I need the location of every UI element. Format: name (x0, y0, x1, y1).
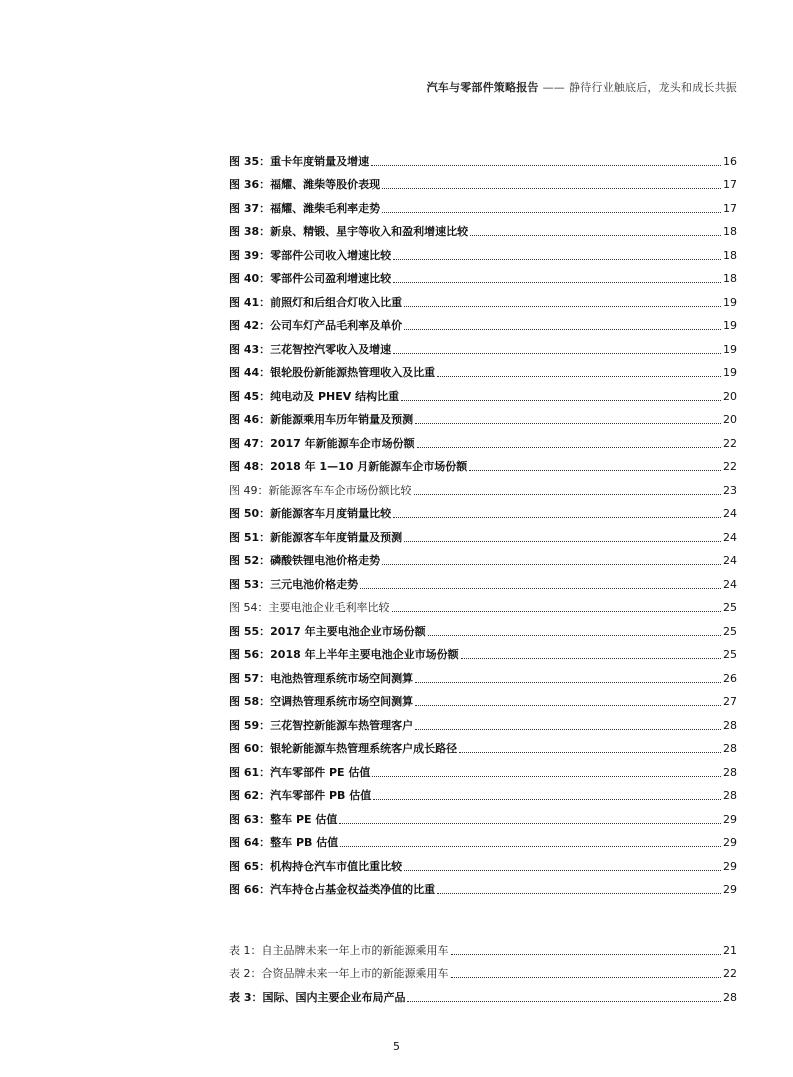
dot-leader (393, 258, 721, 260)
figure-entry[interactable] (229, 239, 737, 263)
figure-entry-page[interactable]: 17 (723, 201, 737, 215)
dot-leader (415, 704, 721, 706)
dot-leader (407, 1000, 721, 1002)
figure-entry-label[interactable]: 图 39：零部件公司收入增速比较 (229, 248, 392, 262)
table-entry-page[interactable]: 21 (723, 943, 737, 957)
figure-entry-label[interactable]: 图 63：整车 PE 估值 (229, 812, 338, 826)
figure-entry-page[interactable]: 19 (723, 366, 737, 379)
figure-entry-label[interactable]: 图 47：2017 年新能源车企市场份额 (229, 436, 415, 450)
figure-entry-label[interactable]: 图 55：2017 年主要电池企业市场份额 (229, 624, 426, 638)
figure-entry[interactable] (229, 756, 737, 780)
dot-leader (459, 751, 721, 753)
table-entry-label[interactable]: 表 2：合资品牌未来一年上市的新能源乘用车 (229, 967, 449, 980)
figure-entry-page[interactable]: 29 (723, 836, 737, 849)
figure-entry[interactable] (229, 474, 737, 498)
figure-entry[interactable] (229, 333, 737, 357)
dot-leader (404, 305, 721, 307)
figure-entry-label[interactable]: 图 37：福耀、潍柴毛利率走势 (229, 201, 381, 215)
figure-entry-page[interactable]: 19 (723, 319, 737, 332)
dot-leader (360, 587, 721, 589)
figure-entry-page[interactable]: 18 (723, 272, 737, 285)
figure-entry[interactable] (229, 662, 737, 686)
figure-entry-label[interactable]: 图 54：主要电池企业毛利率比较 (229, 601, 390, 614)
figure-entry[interactable] (229, 592, 737, 616)
figure-entry-page[interactable]: 25 (723, 601, 737, 614)
dot-leader (428, 634, 721, 636)
figure-entry-label[interactable]: 图 66：汽车持仓占基金权益类净值的比重 (229, 883, 436, 896)
report-title: 汽车与零部件策略报告 (426, 81, 539, 94)
figure-entry-page[interactable]: 28 (723, 765, 737, 779)
figure-entry-page[interactable]: 20 (723, 413, 737, 426)
dot-leader (382, 563, 721, 565)
figure-entry[interactable] (229, 521, 737, 545)
dot-leader (470, 234, 721, 236)
figure-entry[interactable] (229, 686, 737, 710)
figure-entry-page[interactable]: 29 (723, 859, 737, 873)
figure-entry-page[interactable]: 23 (723, 483, 737, 497)
table-entry-page[interactable]: 28 (723, 990, 737, 1004)
figure-index (229, 145, 737, 897)
figure-entry-page[interactable]: 25 (723, 624, 737, 638)
figure-entry-label[interactable]: 图 59：三花智控新能源车热管理客户 (229, 718, 414, 732)
dot-leader (415, 681, 721, 683)
figure-entry[interactable] (229, 357, 737, 381)
figure-entry-label[interactable]: 图 46：新能源乘用车历年销量及预测 (229, 413, 414, 426)
figure-entry[interactable] (229, 709, 737, 733)
figure-entry-page[interactable]: 16 (723, 154, 737, 168)
figure-entry-page[interactable]: 17 (723, 178, 737, 191)
figure-entry-page[interactable]: 29 (723, 812, 737, 826)
figure-entry[interactable] (229, 216, 737, 240)
dot-leader (415, 728, 721, 730)
dot-leader (371, 164, 721, 166)
figure-entry-label[interactable]: 图 36：福耀、潍柴等股价表现 (229, 178, 381, 191)
figure-entry-page[interactable]: 20 (723, 389, 737, 403)
figure-entry-page[interactable]: 24 (723, 577, 737, 591)
figure-entry[interactable] (229, 874, 737, 898)
report-subtitle: 静待行业触底后，龙头和成长共振 (569, 81, 737, 94)
figure-entry[interactable] (229, 615, 737, 639)
figure-entry[interactable] (229, 380, 737, 404)
dot-leader (451, 976, 722, 978)
dot-leader (437, 375, 721, 377)
table-entry-page[interactable]: 22 (723, 967, 737, 980)
figure-entry-label[interactable]: 图 58：空调热管理系统市场空间测算 (229, 695, 414, 708)
figure-entry[interactable] (229, 404, 737, 428)
figure-entry-page[interactable]: 27 (723, 695, 737, 708)
dot-leader (461, 657, 721, 659)
dot-leader (404, 869, 721, 871)
dot-leader (469, 469, 721, 471)
figure-entry-label[interactable]: 图 61：汽车零部件 PE 估值 (229, 765, 371, 779)
dot-leader (404, 540, 721, 542)
figure-entry-page[interactable]: 19 (723, 295, 737, 309)
figure-entry[interactable] (229, 498, 737, 522)
figure-entry-page[interactable]: 28 (723, 742, 737, 755)
figure-entry-page[interactable]: 19 (723, 342, 737, 356)
dot-leader (340, 845, 721, 847)
figure-entry-label[interactable]: 图 50：新能源客车月度销量比较 (229, 507, 392, 520)
table-index (229, 934, 737, 1005)
table-entry[interactable] (229, 934, 737, 958)
figure-entry-label[interactable]: 图 38：新泉、精锻、星宇等收入和盈利增速比较 (229, 225, 469, 238)
figure-entry-label[interactable]: 图 35：重卡年度销量及增速 (229, 154, 370, 168)
figure-entry-label[interactable]: 图 44：银轮股份新能源热管理收入及比重 (229, 366, 436, 379)
figure-entry[interactable] (229, 850, 737, 874)
dot-leader (382, 211, 721, 213)
figure-entry-page[interactable]: 25 (723, 648, 737, 661)
dot-leader (414, 493, 722, 495)
dot-leader (339, 822, 721, 824)
figure-entry-label[interactable]: 图 64：整车 PB 估值 (229, 836, 339, 849)
figure-entry-page[interactable]: 24 (723, 554, 737, 567)
figure-entry-page[interactable]: 22 (723, 460, 737, 473)
figure-entry-label[interactable]: 图 48：2018 年 1—10 月新能源车企市场份额 (229, 460, 468, 473)
running-header (427, 79, 737, 95)
figure-entry-page[interactable]: 28 (723, 789, 737, 802)
figure-entry-label[interactable]: 图 49：新能源客车车企市场份额比较 (229, 483, 412, 497)
header-dash: —— (542, 81, 565, 94)
dot-leader (401, 399, 721, 401)
figure-entry[interactable] (229, 639, 737, 663)
figure-entry-page[interactable]: 22 (723, 436, 737, 450)
dot-leader (373, 798, 721, 800)
figure-entry-label[interactable]: 图 43：三花智控汽零收入及增速 (229, 342, 392, 356)
figure-entry-label[interactable]: 图 65：机构持仓汽车市值比重比较 (229, 859, 403, 873)
table-entry[interactable] (229, 981, 737, 1005)
dot-leader (404, 328, 721, 330)
figure-entry-page[interactable]: 18 (723, 225, 737, 238)
figure-entry[interactable] (229, 568, 737, 592)
figure-entry[interactable] (229, 827, 737, 851)
dot-leader (392, 610, 722, 612)
figure-entry-label[interactable]: 图 52：磷酸铁锂电池价格走势 (229, 554, 381, 567)
table-entry-label[interactable]: 表 1：自主品牌未来一年上市的新能源乘用车 (229, 943, 449, 957)
figure-entry[interactable] (229, 545, 737, 569)
figure-entry-page[interactable]: 28 (723, 718, 737, 732)
figure-entry[interactable] (229, 803, 737, 827)
dot-leader (415, 422, 721, 424)
table-entry-label[interactable]: 表 3：国际、国内主要企业布局产品 (229, 990, 406, 1004)
figure-entry[interactable] (229, 733, 737, 757)
dot-leader (393, 281, 721, 283)
figure-entry-label[interactable]: 图 57：电池热管理系统市场空间测算 (229, 671, 414, 685)
figure-entry-page[interactable]: 29 (723, 883, 737, 896)
figure-entry-label[interactable]: 图 40：零部件公司盈利增速比较 (229, 272, 392, 285)
dot-leader (451, 953, 722, 955)
dot-leader (417, 446, 721, 448)
dot-leader (372, 775, 721, 777)
figure-entry-page[interactable]: 24 (723, 530, 737, 544)
figure-entry[interactable] (229, 192, 737, 216)
figure-entry-page[interactable]: 18 (723, 248, 737, 262)
figure-entry[interactable] (229, 145, 737, 169)
table-entry[interactable] (229, 958, 737, 982)
figure-entry-label[interactable]: 图 42：公司车灯产品毛利率及单价 (229, 319, 403, 332)
figure-entry[interactable] (229, 169, 737, 193)
figure-entry[interactable] (229, 286, 737, 310)
figure-entry-label[interactable]: 图 62：汽车零部件 PB 估值 (229, 789, 372, 802)
figure-entry-label[interactable]: 图 45：纯电动及 PHEV 结构比重 (229, 389, 400, 403)
page-number: 5 (393, 1040, 400, 1053)
figure-entry[interactable] (229, 451, 737, 475)
figure-entry-label[interactable]: 图 60：银轮新能源车热管理系统客户成长路径 (229, 742, 458, 755)
figure-entry[interactable] (229, 780, 737, 804)
dot-leader (393, 352, 721, 354)
figure-entry[interactable] (229, 263, 737, 287)
figure-entry[interactable] (229, 427, 737, 451)
figure-entry-page[interactable]: 26 (723, 671, 737, 685)
dot-leader (382, 187, 721, 189)
dot-leader (393, 516, 721, 518)
dot-leader (437, 892, 721, 894)
figure-entry-label[interactable]: 图 53：三元电池价格走势 (229, 577, 359, 591)
figure-entry-page[interactable]: 24 (723, 507, 737, 520)
figure-entry-label[interactable]: 图 56：2018 年上半年主要电池企业市场份额 (229, 648, 459, 661)
figure-entry[interactable] (229, 310, 737, 334)
figure-entry-label[interactable]: 图 41：前照灯和后组合灯收入比重 (229, 295, 403, 309)
figure-entry-label[interactable]: 图 51：新能源客车年度销量及预测 (229, 530, 403, 544)
